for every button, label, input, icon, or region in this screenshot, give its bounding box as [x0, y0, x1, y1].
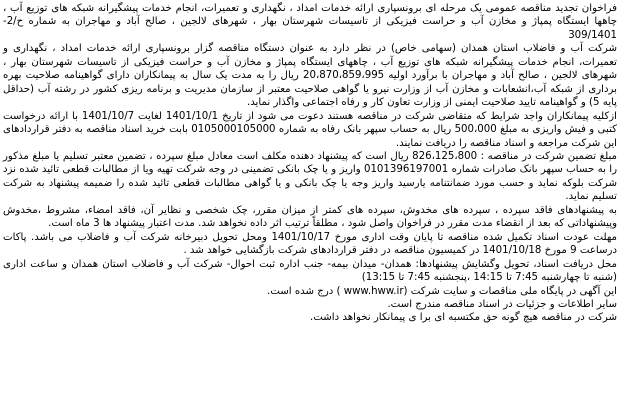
notice-title: فراخوان تجدید مناقصه عمومی یک مرحله ای برونسپاری ارائه خدمات امداد ، نگهداری و تعمیرات، انجام خدمات پیشگیرانه شبکه های توزیع آب ، چاهها ایستگاه پمپاژ و مخازن آب و حراست فیزیکی از تاسیسات شهرستان بهار ، شهرهای لالجین ، صالح آباد و مهاجران به شماره ح/2-309/1401: [3, 3, 617, 41]
disclaimer-paragraph: شرکت در مناقصه هیچ گونه حق مکتسبه ای برا ی پیمانکار نخواهد داشت.: [310, 312, 617, 324]
address-paragraph: محل دریافت اسناد، تحویل وگشایش پیشنهادها: همدان- میدان بیمه- جنب اداره ثبت احوال- شرکت آب و فاضلاب استان همدان و ساعت اداری (شنبه تا چهارشنبه 7:45 تا 14:15 ،پنجشنبه 7:45 تا 13:15): [3, 258, 617, 284]
document-purchase-paragraph: ازکلیه پیمانکاران واجد شرایط که متقاضی شرکت در مناقصه هستند دعوت می شود از تاریخ 1401/10/1 لغایت 1401/10/7 با ارائه درخواست کتبی و فیش واریزی به مبلغ 500،000 ریال به حساب سپهر بانک رفاه به شماره 0105000105000 بابت خرید اسناد مناقصه به دفتر قراردادهای این شرکت مراجعه و اسناد مناقصه را دریافت نمایند.: [3, 110, 617, 149]
rejection-conditions-paragraph: به پیشنهادهای فاقد سپرده ، سپرده های مخدوش، سپرده های کمتر از میزان مقرر، چک شخصی و نظایر آن، فاقد امضاء، مشروط ،مخدوش وپیشنهاداتی که بعد از انقضاء مدت مقرر در فراخوان واصل شود ، مطلقاً ترتیب اثر داده نخواهد شد. مدت اعتبار پیشنهاد ها 3 ماه است.: [3, 204, 617, 230]
guarantee-paragraph: مبلغ تضمین شرکت در مناقصه : 826،125،800 ریال است که پیشنهاد دهنده مکلف است معادل مبلغ سپرده ، تضمین معتبر تسلیم یا مبلغ مذکور را به حساب سپهر بانک صادرات شماره 0101396197001 واریز و یا چک بانکی تضمینی در وجه شرکت تهیه ویا از مطالبات قطعی تائید شده نزد شرکت بلوکه نماید و حسب مورد ضمانتنامه یارسید واریز وجه یا چک بانکی و یا گواهی مطالبات قطعی تائید شده را ضمیمه پیشنهاد به شرکت تسلیم نماید.: [3, 150, 617, 203]
details-paragraph: سایر اطلاعات و جزئیات در اسناد مناقصه مندرج است.: [387, 298, 617, 310]
publication-paragraph: این آگهی در پایگاه ملی مناقصات و سایت شرکت (www.hww.ir ) درج شده است.: [266, 285, 617, 297]
notice-intro-paragraph: شرکت آب و فاضلاب استان همدان (سهامی خاص) در نظر دارد به عنوان دستگاه مناقصه گزار برونسپاری ارائه خدمات امداد ، نگهداری و تعمیرات، انجام خدمات پیشگیرانه شبکه های توزیع آب ، چاههای ایستگاه پمپاژ و مخازن آب و حراست فیزیکی از تاسیسات شهرستان بهار ، شهرهای لالجین ، صالح آباد و مهاجران با برآورد اولیه 20،870،859،995 ریال را به مدت یک سال به پیمانکاران دارای گواهینامه صلاحیت بهره برداری از شبکه آب،انشعابات و مخازن آب از وزارت نیرو یا گواهی صلاحیت معتبر از سازمان مدیریت و برنامه ریزی کشور در رشته آب (حداقل پایه 5) و گواهینامه تایید صلاحیت ایمنی از وزارت تعاون کار و رفاه اجتماعی واگذار نماید.: [3, 43, 617, 109]
deadline-paragraph: مهلت عودت اسناد تکمیل شده مناقصه تا پایان وقت اداری مورخ 1401/10/17 ومحل تحویل دبیرخانه شرکت آب و فاضلاب می باشد. پاکات درساعت 9 مورخ 1401/10/18 در کمیسیون مناقصه در دفتر قراردادهای شرکت بازگشایی خواهد شد .: [3, 231, 617, 257]
